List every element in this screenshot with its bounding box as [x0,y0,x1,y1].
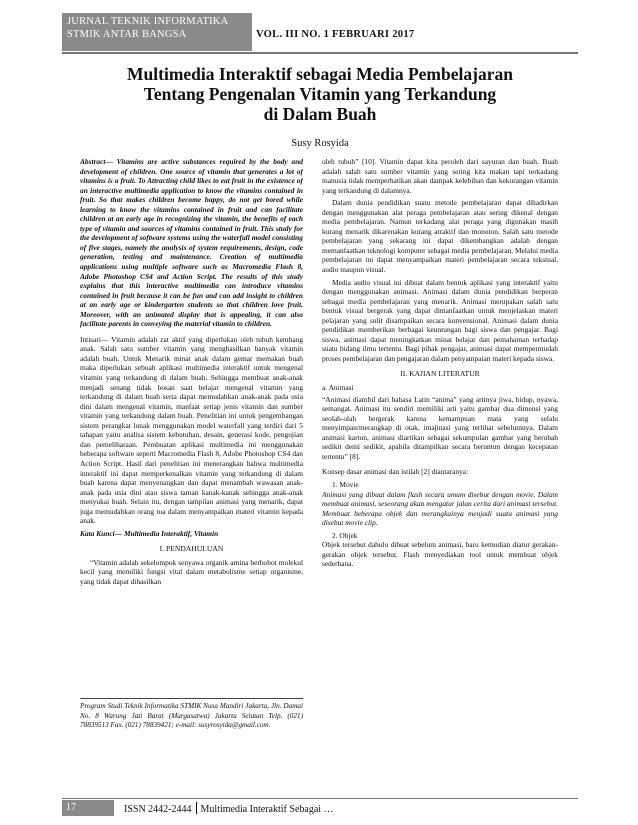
keywords: Kata Kunci— Multimedia Interaktif, Vitamin [80,528,219,538]
footer-divider [62,798,578,799]
section-heading-introduction: I. PENDAHULUAN [159,544,224,554]
list-item-objek-label: 2. Objek [332,530,358,540]
title-line2: Tentang Pengenalan Vitamin yang Terkandung [143,84,497,104]
list-item-objek-body: Objek tersebut dahulu dibuat sebelum animasi, baru kemudian diatur gerakan-gerakan objek tersebut. Flash menyediakan tool untuk membuat objek sederhana. [322,540,558,569]
page-number: 17 [62,800,114,816]
left-column [80,157,303,757]
author-name: Susy Rosyida [291,138,349,149]
title-line3: di Dalam Buah [263,104,377,124]
volume-info: VOL. III NO. 1 FEBRUARI 2017 [256,29,415,40]
animation-definition-quote: “Animasi diambil dari bahasa Latin “anima” yang artinya jiwa, hidup, nyawa, semangat. Animasi itu sendiri memiliki arti yaitu gambar dua dimensi yang seolah-olah bergerak karena kemampuan mata yang selalu menyimpan/merangkap di otak, imajinasi yang terlihat sebelumnya. Dalam animasi kartun, animasi diartikan sebagai sekumpulan gambar yang berubah sedikit demi sedikit, apabila ditampilkan secara beruntun dengan kecepatan tertentu” [8]. [322,394,558,461]
title-line1: Multimedia Interaktif sebagai Media Pembelajaran [127,64,513,84]
intro-paragraph: “Vitamin adalah sekelompok senyawa organik amina berbobot molekul kecil yang memiliki fungsi vital dalam metabolisme setiap organisme, yang tidak dapat dihasilkan [80,557,303,586]
section-heading-literature: II. KAJIAN LITERATUR [400,369,480,379]
list-item-movie-label: 1. Movie [332,479,359,489]
list-item-movie-body: Animasi yang dibuat dalam flash secara umum disebut dengan movie. Dalam membuat animasi, seseorang akan mengatur jalan cerita dari animasi tersebut. Membuat beberapa objek dan merangkainya menjadi suatu animasi yang disebut movie clip. [322,489,558,528]
paragraph-learning-media: Dalam dunia pendidikan suatu metode pembelajaran dapat dihadirkan dengan menggunakan alat peraga pembelajaran atau sering dikenal dengan media pembelajaran. Namun terkadang alat peraga yang digunakan masih kurang menarik dikarenakan kurang atraktif dan monoton. Salah satu metode pembelajaran yang sekarang ini dapat dikembangkan adalah dengan memanfaatkan teknologi komputer sebagai media pembelajaran. Melalui media pembelajaran ini dapat menyampaikan materi pembelajaran secara tekstual, audio maupun visual. [322,198,558,275]
footnote-divider [80,698,303,699]
paper-title [62,64,578,124]
journal-name-line2: STMIK ANTAR BANGSA [67,28,187,40]
footer-separator [196,802,197,814]
paragraph-vitamin-source: oleh tubuh” [10]. Vitamin dapat kita peroleh dari sayuran dan buah. Buah adalah salah satu sumber vitamin yang sering kita makan tapi terkadang manusia tidak memperhatikan akan dampak kelebihan dan kekurangan vitamin yang terkandung di dalamnya. [322,157,558,195]
issn-label: ISSN 2442-2444 [124,804,192,815]
intisari-paragraph: Intisari— Vitamin adalah zat aktif yang diperlukan oleh tubuh kembang anak. Salah satu sumber vitamin yang menghasilkan banyak vitamin adalah buah. Untuk Menarik minat anak dalam gemar memakan buah maka diperlukan sebuah aplikasi multimedia interaktif untuk mengenal vitamin yang terkandung di dalam buah. Sehingga membuat anak-anak menjadi senang tidak bosan saat belajar mengenal vitamin yang terkandung di dalam buah serta dapat memudahkan anak-anak pada usia dini dalam mengenal vitamin, manfaat setiap jenis vitamin dan sumber vitamin yang terkandung dalam buah. Penelitian ini untuk pengembangan sistem perangkat lunak menggunakan model waterfall yang terdiri dari 5 tahapan yaitu analisa sistem kebutuhan, desain, generasi kode, pengujian dan pemeliharaan. Pembuatan aplikasi multimedia ini menggunakan beberapa software seperti Macromedia Flash 8, Adobe Photoshop CS4 dan Action Script. Hasil dari penelitian ini menerangkan bahwa multimedia interaktif ini dapat memperkenalkan vitamin yang terkandung di dalam buah karena dapat menyenangkan dan dapat menambah wawasan anak-anak pada usia dini atau siswa taman kanak-kanak sehingga anak-anak menyukai buah. Selain itu, dengan tampilan animasi yang menarik, dapat juga memudahkan orang tua dalam menyampaikan materi vitamin kepada anak. [80,334,303,526]
header-divider [62,52,578,54]
paragraph-animation: Media audio visual ini dibuat dalam bentuk aplikasi yang interaktif yaitu dengan menggunakan animasi. Animasi dalam dunia pendidikan berperan sebagai media pembelajaran yang menarik. Animasi merupakan salah satu bentuk visual bergerak yang dapat dimanfaatkan untuk menjelaskan materi pelajaran yang sulit disampaikan secara konvensional. Animasi dalam dunia pendidikan memberikan berbagai keuntungan bagi siswa dan pengajar. Bagi siswa, animasi dapat meningkatkan minat belajar dan pemahaman terhadap suatu bidang ilmu tertentu. Bagi pihak pengajar, animasi dapat mempermudah proses pembelajaran dan pengajaran dalam penyampaian materi kepada siswa. [322,277,558,363]
concept-intro: Konsep dasar animasi dan istilah [2] diantaranya: [322,467,469,477]
author-affiliation-footnote: Program Studi Teknik Informatika STMIK Nusa Mandiri Jakarta, Jln. Damai No. 8 Warung Jati Barat (Margasatwa) Jakarta Selatan Telp. (021) 78839513 Fax. (021) 78839421; e-mail: susyrosyida@gmail.com. [80,702,303,729]
right-column [322,157,558,777]
running-title: Multimedia Interaktif Sebagai … [200,804,334,815]
subsection-animasi: a. Animasi [322,383,354,393]
journal-name-banner [62,13,252,51]
abstract-paragraph: Abstract— Vitamins are active substances required by the body and development of children. One source of vitamin that generates a lot of vitamins is a fruit. To Attracting child likes to eat fruit in the existence of an interactive multimedia application to know the vitamins contained in fruit. So that makes children become happy, do not get bored while learning to know the vitamins contained in fruit and can facilitate children at an early age in recognizing the vitamin, the benefits of each type of vitamin and sources of vitamins contained in fruit. This study for the development of software systems using the waterfall model consisting of five stages, namely the analysis of system requirements, design, code generation, testing and maintenance. Creation of multimedia applications using multiple software such as Macromedia Flash 8, Adobe Photoshop CS4 and Action Script. The results of this study explains that this interactive multimedia can introduce vitamins contained in fruit because it can be fun and can add insight to children at an early age or kindergarten students so that children love fruit. Moreover, with an animated display that is appealing, it can also facilitate parents in conveying the material vitamin to children. [80,157,303,329]
footer-text [124,802,334,815]
journal-name-line1: JURNAL TEKNIK INFORMATIKA [67,16,229,27]
